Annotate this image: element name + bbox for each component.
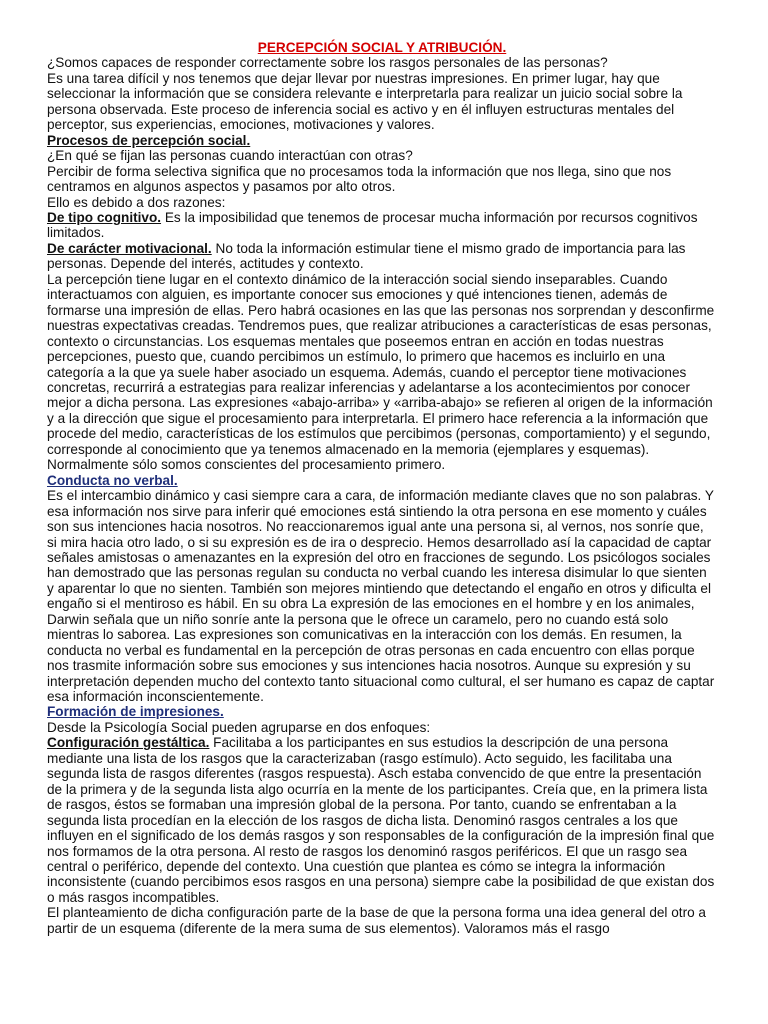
document-title: PERCEPCIÓN SOCIAL Y ATRIBUCIÓN. [257, 40, 507, 55]
gestaltica-text: Facilitaba a los participantes en sus estudios la descripción de una persona mediante una lista de los rasgos que la caracterizaban (rasgo estímulo). Acto seguido, les facilitaba una segunda lista de rasgos diferentes (rasgos respuesta). Asch estaba convencido de que entre la presentación de la primera y de la segunda lista algo ocurría en la mente de los participantes. Creía que, en la primera lista de rasgos, éstos se formaban una impresión global de la persona. Por tanto, cuando se enfrentaban a la segunda lista procedían en la elección de los rasgos de dicha lista. Denominó rasgos centrales a los que influyen en el significado de los demás rasgos y son responsables de la configuración de la impresión final que nos formamos de la otra persona. Al resto de rasgos los denominó rasgos periféricos. El que un rasgo sea central o periférico, depende del contexto. Una cuestión que plantea es cómo se integra la información inconsistente (cuando percibimos esos rasgos en una persona) siempre cabe la posibilidad de que existan dos o más rasgos incompatibles. [47, 735, 715, 905]
formacion-intro: Desde la Psicología Social pueden agruparse en dos enfoques: [47, 719, 431, 735]
procesos-heading-text: Procesos de percepción social. [47, 132, 251, 148]
reason-motivacional [47, 241, 717, 272]
reasons-intro: Ello es debido a dos razones: [47, 194, 226, 210]
procesos-paragraph: Percibir de forma selectiva significa que no procesamos toda la información que nos llega, sino que nos centramos en algunos aspectos y pasamos por alto otros. [47, 163, 672, 195]
intro-question: ¿Somos capaces de responder correctamente sobre los rasgos personales de las personas? [47, 55, 608, 71]
conducta-paragraph: Es el intercambio dinámico y casi siempre cara a cara, de información mediante claves que no son palabras. Y esa información nos sirve para inferir qué emociones está sintiendo la otra persona en ese momento y cuáles son sus intenciones hacia nosotros. No reaccionaremos igual ante una persona si, al vernos, nos sonríe que, si mira hacia otro lado, o si su expresión es de ira o desprecio. Hemos desarrollado así la capacidad de captar señales amistosas o amenazantes en la expresión del otro en fracciones de segundo. Los psicólogos sociales han demostrado que las personas regulan su conducta no verbal cuando les interesa disimular lo que sienten y aparentar lo que no sienten. También son mejores mintiendo que detectando el engaño en otros y dificulta el engaño si el mentiroso es hábil. En su obra La expresión de las emociones en el hombre y en los animales, Darwin señala que un niño sonríe ante la persona que le ofrece un caramelo, pero no cuando está solo mientras lo saborea. Las expresiones son comunicativas en la interacción con los demás. En resumen, la conducta no verbal es fundamental en la percepción de otras personas en cada encuentro con ellas porque nos trasmite información sobre sus emociones y sus intenciones hacia nosotros. Aunque su expresión y su interpretación dependen mucho del contexto tanto situacional como cultural, el ser humano es capaz de captar esa información inconscientemente. [47, 488, 715, 705]
document-page [47, 40, 717, 936]
conducta-heading-text: Conducta no verbal. [47, 472, 178, 488]
percepcion-paragraph: La percepción tiene lugar en el contexto dinámico de la interacción social siendo inseparables. Cuando interactuamos con alguien, es importante conocer sus emociones y qué intenciones tienen, además de formarse una impresión de ellas. Pero habrá ocasiones en las que las personas nos sorprendan y desconfirme nuestras expectativas creadas. Tendremos pues, que realizar atribuciones a características de esas personas, contexto o circunstancias. Los esquemas mentales que poseemos entran en acción en todas nuestras percepciones, puesto que, cuando percibimos un estímulo, lo primero que hacemos es incluirlo en una categoría a la que ya suele haber asociado un esquema. Además, cuando el perceptor tiene motivaciones concretas, recurrirá a estrategias para realizar inferencias y adelantarse a los acontecimientos por conocer mejor a dicha persona. Las expresiones «abajo-arriba» y «arriba-abajo» se refieren al origen de la información y a la dirección que sigue el procesamiento para interpretarla. El primero hace referencia a la información que procede del medio, características de los estímulos que percibimos (personas, comportamiento) y el segundo, corresponde al conocimiento que ya tenemos almacenado en la memoria (ejemplares y esquemas). Normalmente sólo somos conscientes del procesamiento primero. [47, 271, 715, 473]
reason-motivacional-label: De carácter motivacional. [47, 240, 212, 256]
reason-cognitivo-text: Es la imposibilidad que tenemos de procesar mucha información por recursos cognitivos limitados. [47, 209, 698, 241]
gestaltica-label: Configuración gestáltica. [47, 735, 210, 751]
reason-motivacional-text: No toda la información estimular tiene el mismo grado de importancia para las personas. Depende del interés, actitudes y contexto. [47, 240, 686, 272]
procesos-question: ¿En qué se fijan las personas cuando interactúan con otras? [47, 148, 413, 164]
formacion-heading-text: Formación de impresiones. [47, 704, 224, 720]
final-paragraph: El planteamiento de dicha configuración parte de la base de que la persona forma una idea general del otro a partir de un esquema (diferente de la mera suma de sus elementos). Valoramos más el rasgo [47, 905, 706, 936]
reason-cognitivo-label: De tipo cognitivo. [47, 209, 162, 225]
section-heading-formacion [47, 704, 717, 719]
section-heading-conducta [47, 473, 717, 488]
section-heading-procesos [47, 133, 717, 148]
gestaltica-paragraph [47, 735, 717, 905]
reason-cognitivo [47, 210, 717, 241]
intro-paragraph: Es una tarea difícil y nos tenemos que dejar llevar por nuestras impresiones. En primer lugar, hay que seleccionar la información que se considera relevante e interpretarla para realizar un juicio social sobre la persona observada. Este proceso de inferencia social es activo y en él influyen estructuras mentales del perceptor, sus experiencias, emociones, motivaciones y valores. [47, 70, 683, 133]
